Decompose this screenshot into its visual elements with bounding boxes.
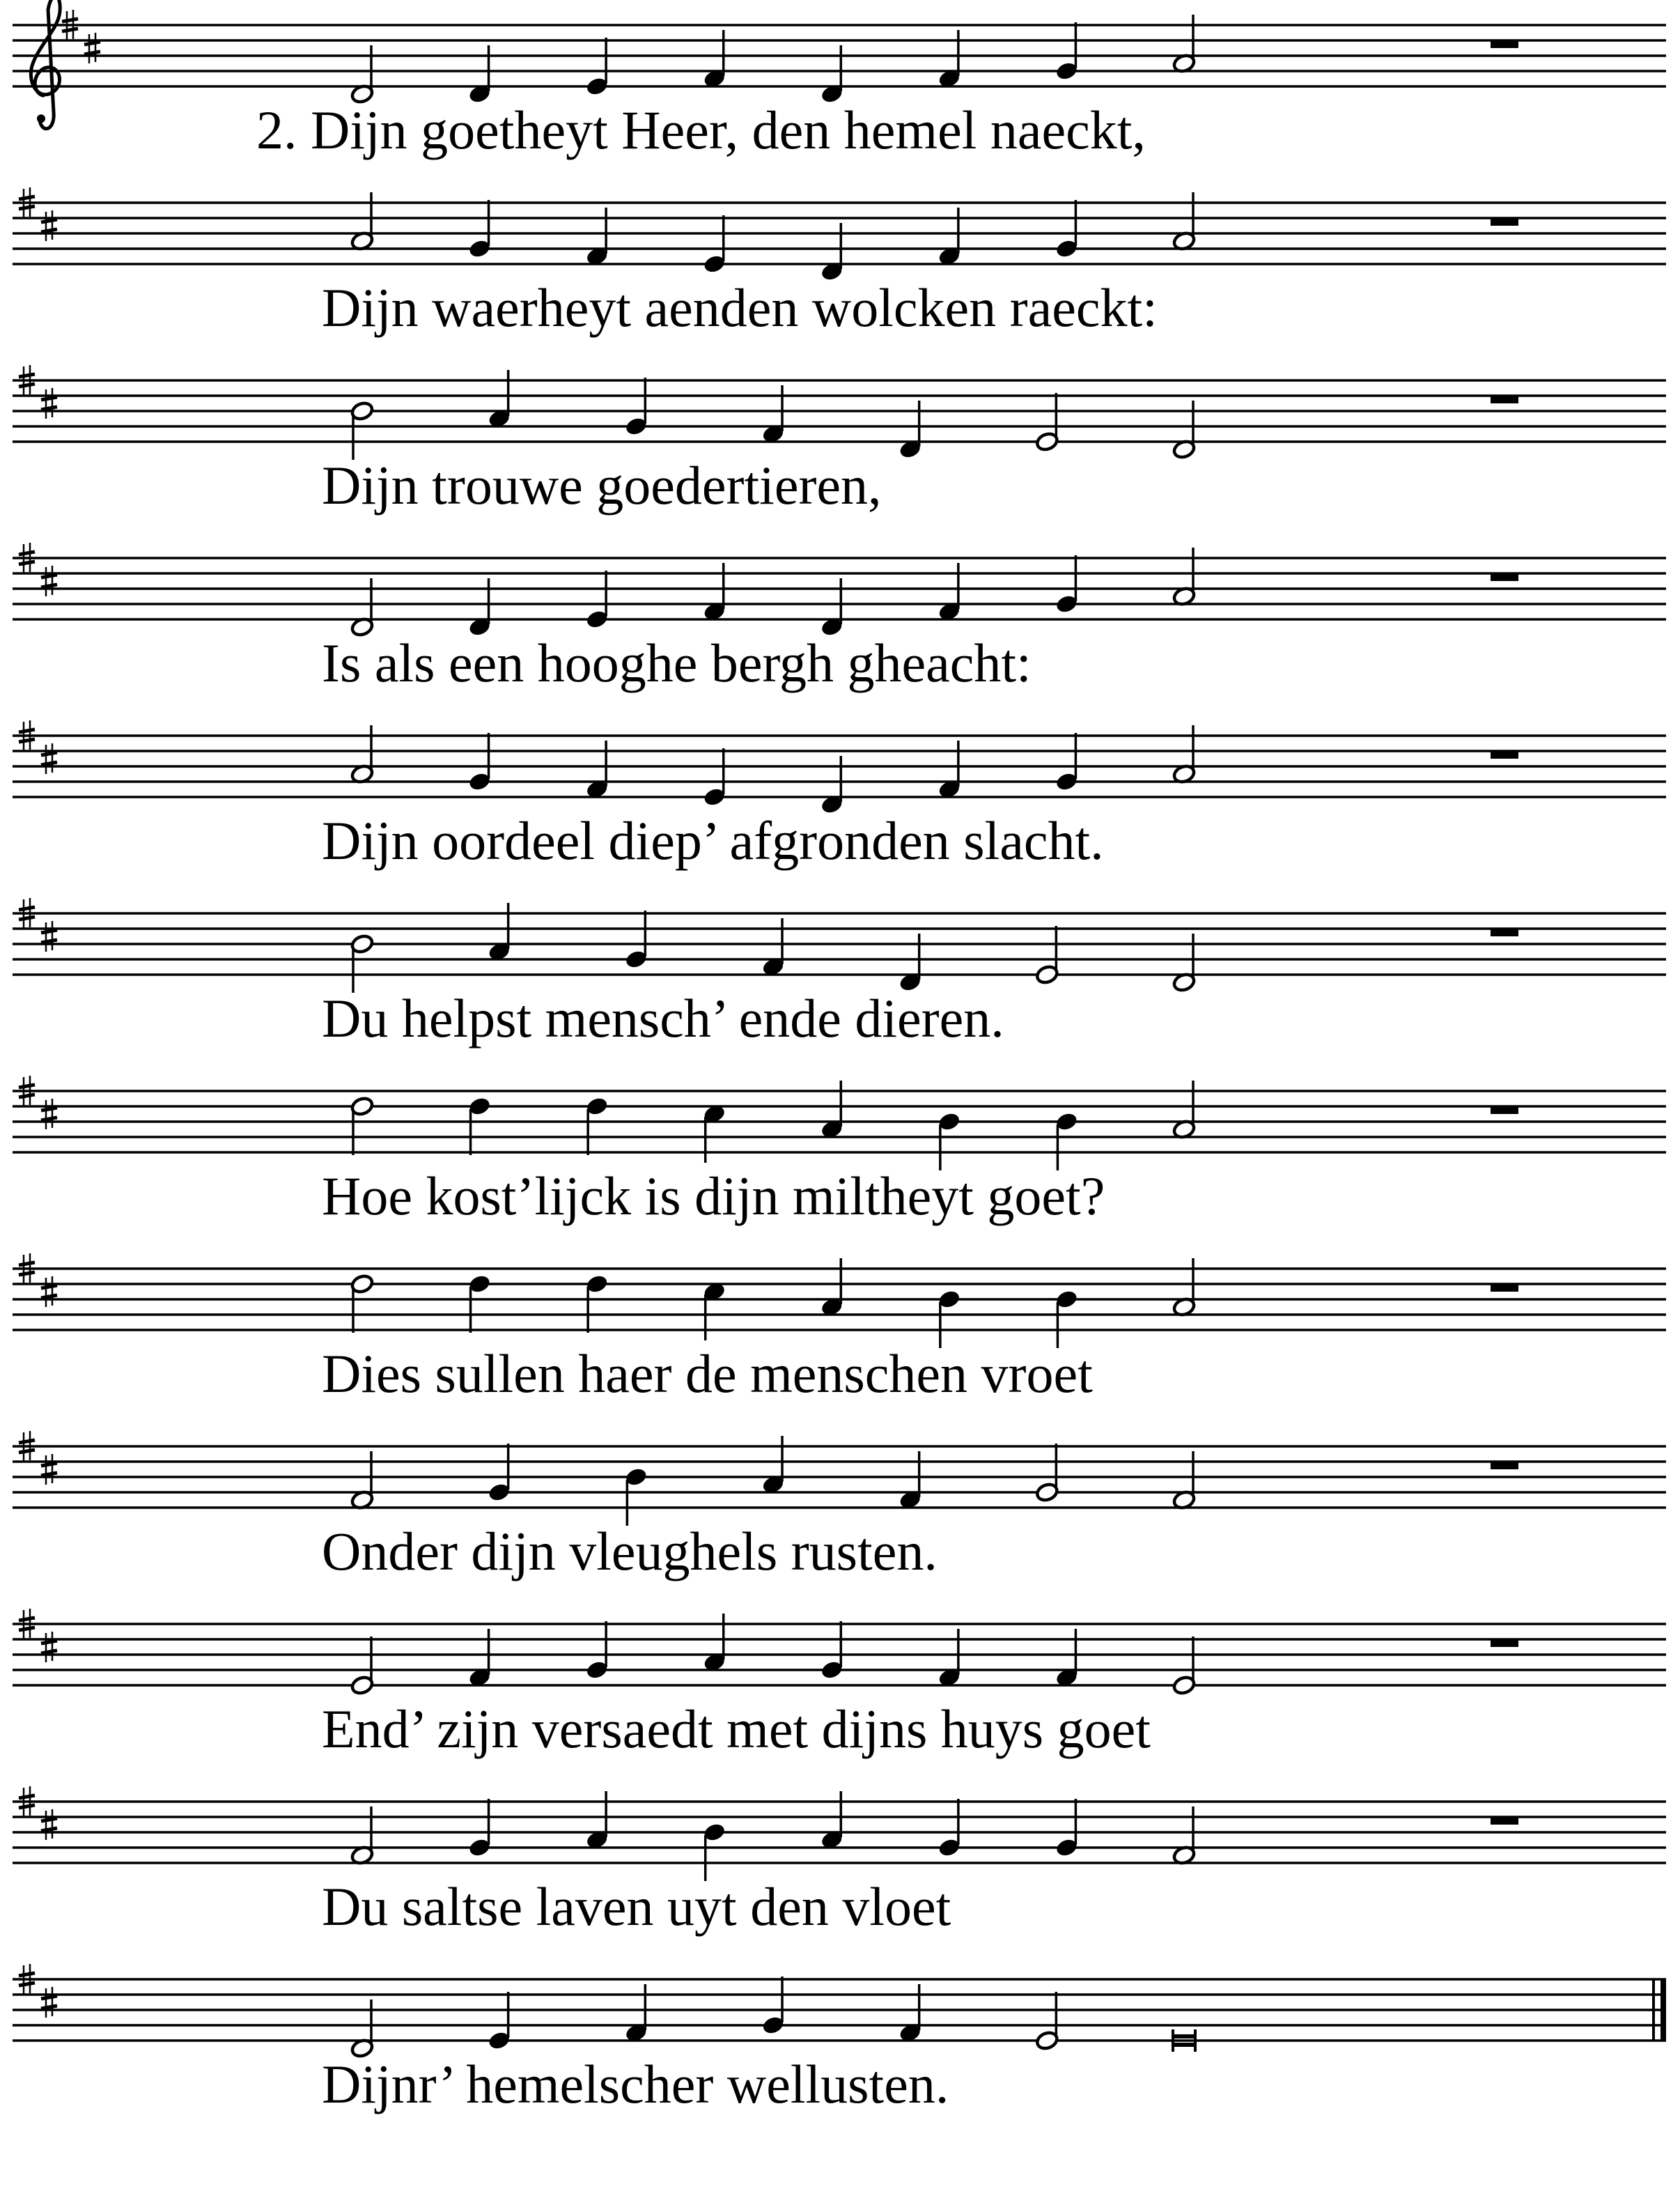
lyric-text: Hoe kost’lijck is dijn miltheyt goet? <box>322 1166 1105 1226</box>
half-note <box>350 401 375 421</box>
half-rest <box>1491 1462 1518 1469</box>
lyric-line <box>322 988 1004 1049</box>
half-note <box>1035 431 1059 452</box>
sharp-c-icon <box>41 921 57 952</box>
sharp-c-icon <box>41 210 57 241</box>
half-note <box>1035 2030 1059 2051</box>
lyric-text: Dijn waerheyt aenden wolcken raeckt: <box>322 277 1158 338</box>
half-rest <box>1491 218 1518 226</box>
lyric-line <box>322 633 1032 693</box>
lyric-line <box>322 455 882 516</box>
lyric-line <box>322 1876 951 1937</box>
lyric-line <box>322 1343 1093 1404</box>
lyric-text: Is als een hooghe bergh gheacht: <box>322 633 1032 693</box>
sharp-c-icon <box>41 1099 57 1129</box>
lyric-text: Dijnr’ hemelscher wellusten. <box>322 2054 949 2114</box>
half-note <box>350 1096 375 1117</box>
lyric-line <box>256 100 1146 160</box>
half-note <box>350 934 375 954</box>
sharp-c-icon <box>41 743 57 774</box>
sharp-c-icon <box>84 33 100 63</box>
sharp-c-icon <box>41 1632 57 1662</box>
sharp-c-icon <box>41 1454 57 1485</box>
half-rest <box>1491 1639 1518 1647</box>
treble-clef-dot <box>37 114 45 123</box>
lyric-line <box>322 277 1158 338</box>
half-rest <box>1491 40 1518 48</box>
half-rest <box>1491 573 1518 581</box>
half-note <box>1035 1482 1059 1503</box>
sharp-c-icon <box>41 566 57 596</box>
half-note <box>1035 964 1059 985</box>
half-rest <box>1491 1817 1518 1825</box>
lyric-text: Du saltse laven uyt den vloet <box>322 1876 951 1937</box>
lyric-line <box>322 1699 1151 1759</box>
lyric-text: Du helpst mensch’ ende dieren. <box>322 988 1004 1049</box>
half-note <box>1172 1675 1197 1696</box>
half-note <box>350 1274 375 1294</box>
half-note <box>350 1675 375 1696</box>
sharp-c-icon <box>41 1809 57 1840</box>
lyric-text: Dijn goetheyt Heer, den hemel naeckt, <box>311 100 1146 160</box>
lyric-text: Dies sullen haer de menschen vroet <box>322 1343 1093 1404</box>
lyric-line <box>322 1521 938 1581</box>
lyric-line <box>322 810 1104 871</box>
lyric-line <box>322 1166 1105 1226</box>
lyric-line <box>322 2054 949 2114</box>
lyric-text: Onder dijn vleughels rusten. <box>322 1521 938 1581</box>
treble-clef <box>31 0 60 129</box>
half-rest <box>1491 1106 1518 1114</box>
sharp-c-icon <box>41 1987 57 2018</box>
lyric-text: End’ zijn versaedt met dijns huys goet <box>322 1699 1151 1759</box>
verse-number: 2. <box>256 100 297 160</box>
sharp-c-icon <box>41 1276 57 1307</box>
sharp-c-icon <box>41 388 57 419</box>
lyric-text: Dijn oordeel diep’ afgronden slacht. <box>322 810 1104 871</box>
half-rest <box>1491 751 1518 759</box>
half-rest <box>1491 396 1518 403</box>
half-rest <box>1491 1284 1518 1292</box>
lyric-text: Dijn trouwe goedertieren, <box>322 455 882 516</box>
half-rest <box>1491 929 1518 936</box>
